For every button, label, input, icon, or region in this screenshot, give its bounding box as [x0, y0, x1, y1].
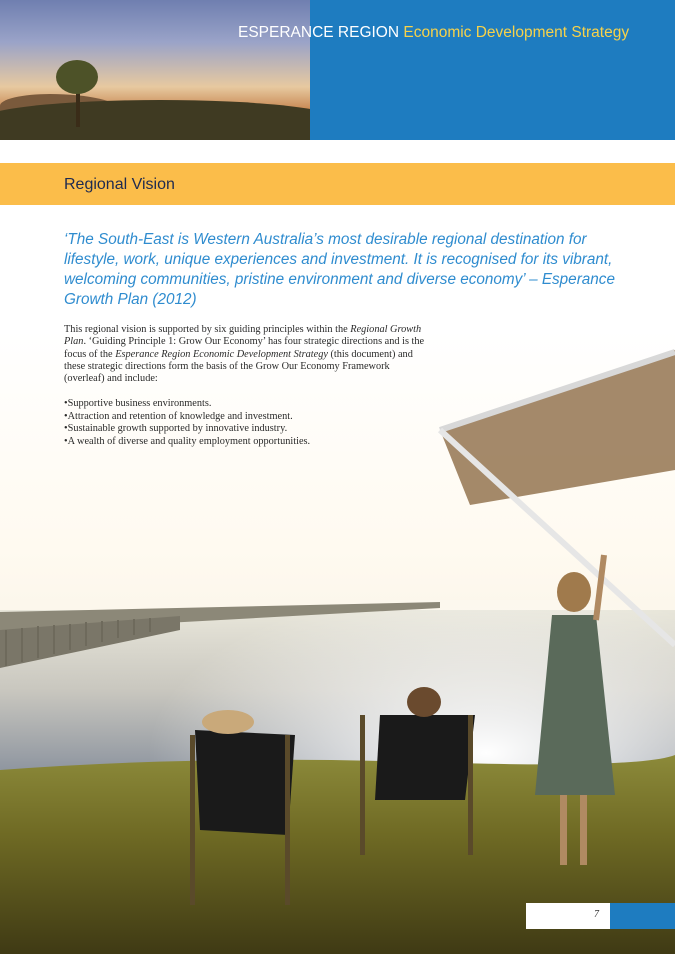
regional-growth-plan-title: Regional Growth Plan	[64, 324, 422, 348]
body-text-part: This regional vision is supported by six guiding principles within the	[64, 324, 351, 335]
page-number-blue-tab	[610, 903, 675, 929]
document-header-title	[238, 24, 629, 42]
header-region-label: ESPERANCE REGION	[238, 24, 400, 41]
vision-quote: ‘The South-East is Western Australia’s most desirable regional destination for lifestyle, work, unique experiences and investment. It is recognised for its vibrant, welcoming communities, pristine environment and diverse economy’ – Esperance Growth Plan (2012)	[64, 231, 615, 308]
header-blue-panel	[310, 0, 675, 140]
strategic-directions-list	[64, 398, 444, 448]
list-item: • Supportive business environments.	[64, 398, 444, 411]
page-number: 7	[594, 909, 599, 920]
strategy-document-title: Esperance Region Economic Development Strategy	[115, 348, 328, 360]
header-strategy-label: Economic Development Strategy	[403, 24, 630, 41]
body-text-part: . ‘Guiding Principle 1: Grow Our Economy’ has four strategic directions and is the focus of the	[64, 336, 425, 360]
body-paragraph-text	[64, 324, 432, 385]
list-item: • A wealth of diverse and quality employment opportunities.	[64, 436, 444, 449]
section-title: Regional Vision	[64, 176, 175, 193]
list-item: • Attraction and retention of knowledge and investment.	[64, 411, 444, 424]
list-item: • Sustainable growth supported by innovative industry.	[64, 423, 444, 436]
body-paragraph	[64, 324, 432, 385]
body-text-part: (this document) and these strategic directions form the basis of the Grow Our Economy Framework (overleaf) and include:	[64, 348, 413, 385]
header-landscape-photo	[0, 0, 310, 140]
